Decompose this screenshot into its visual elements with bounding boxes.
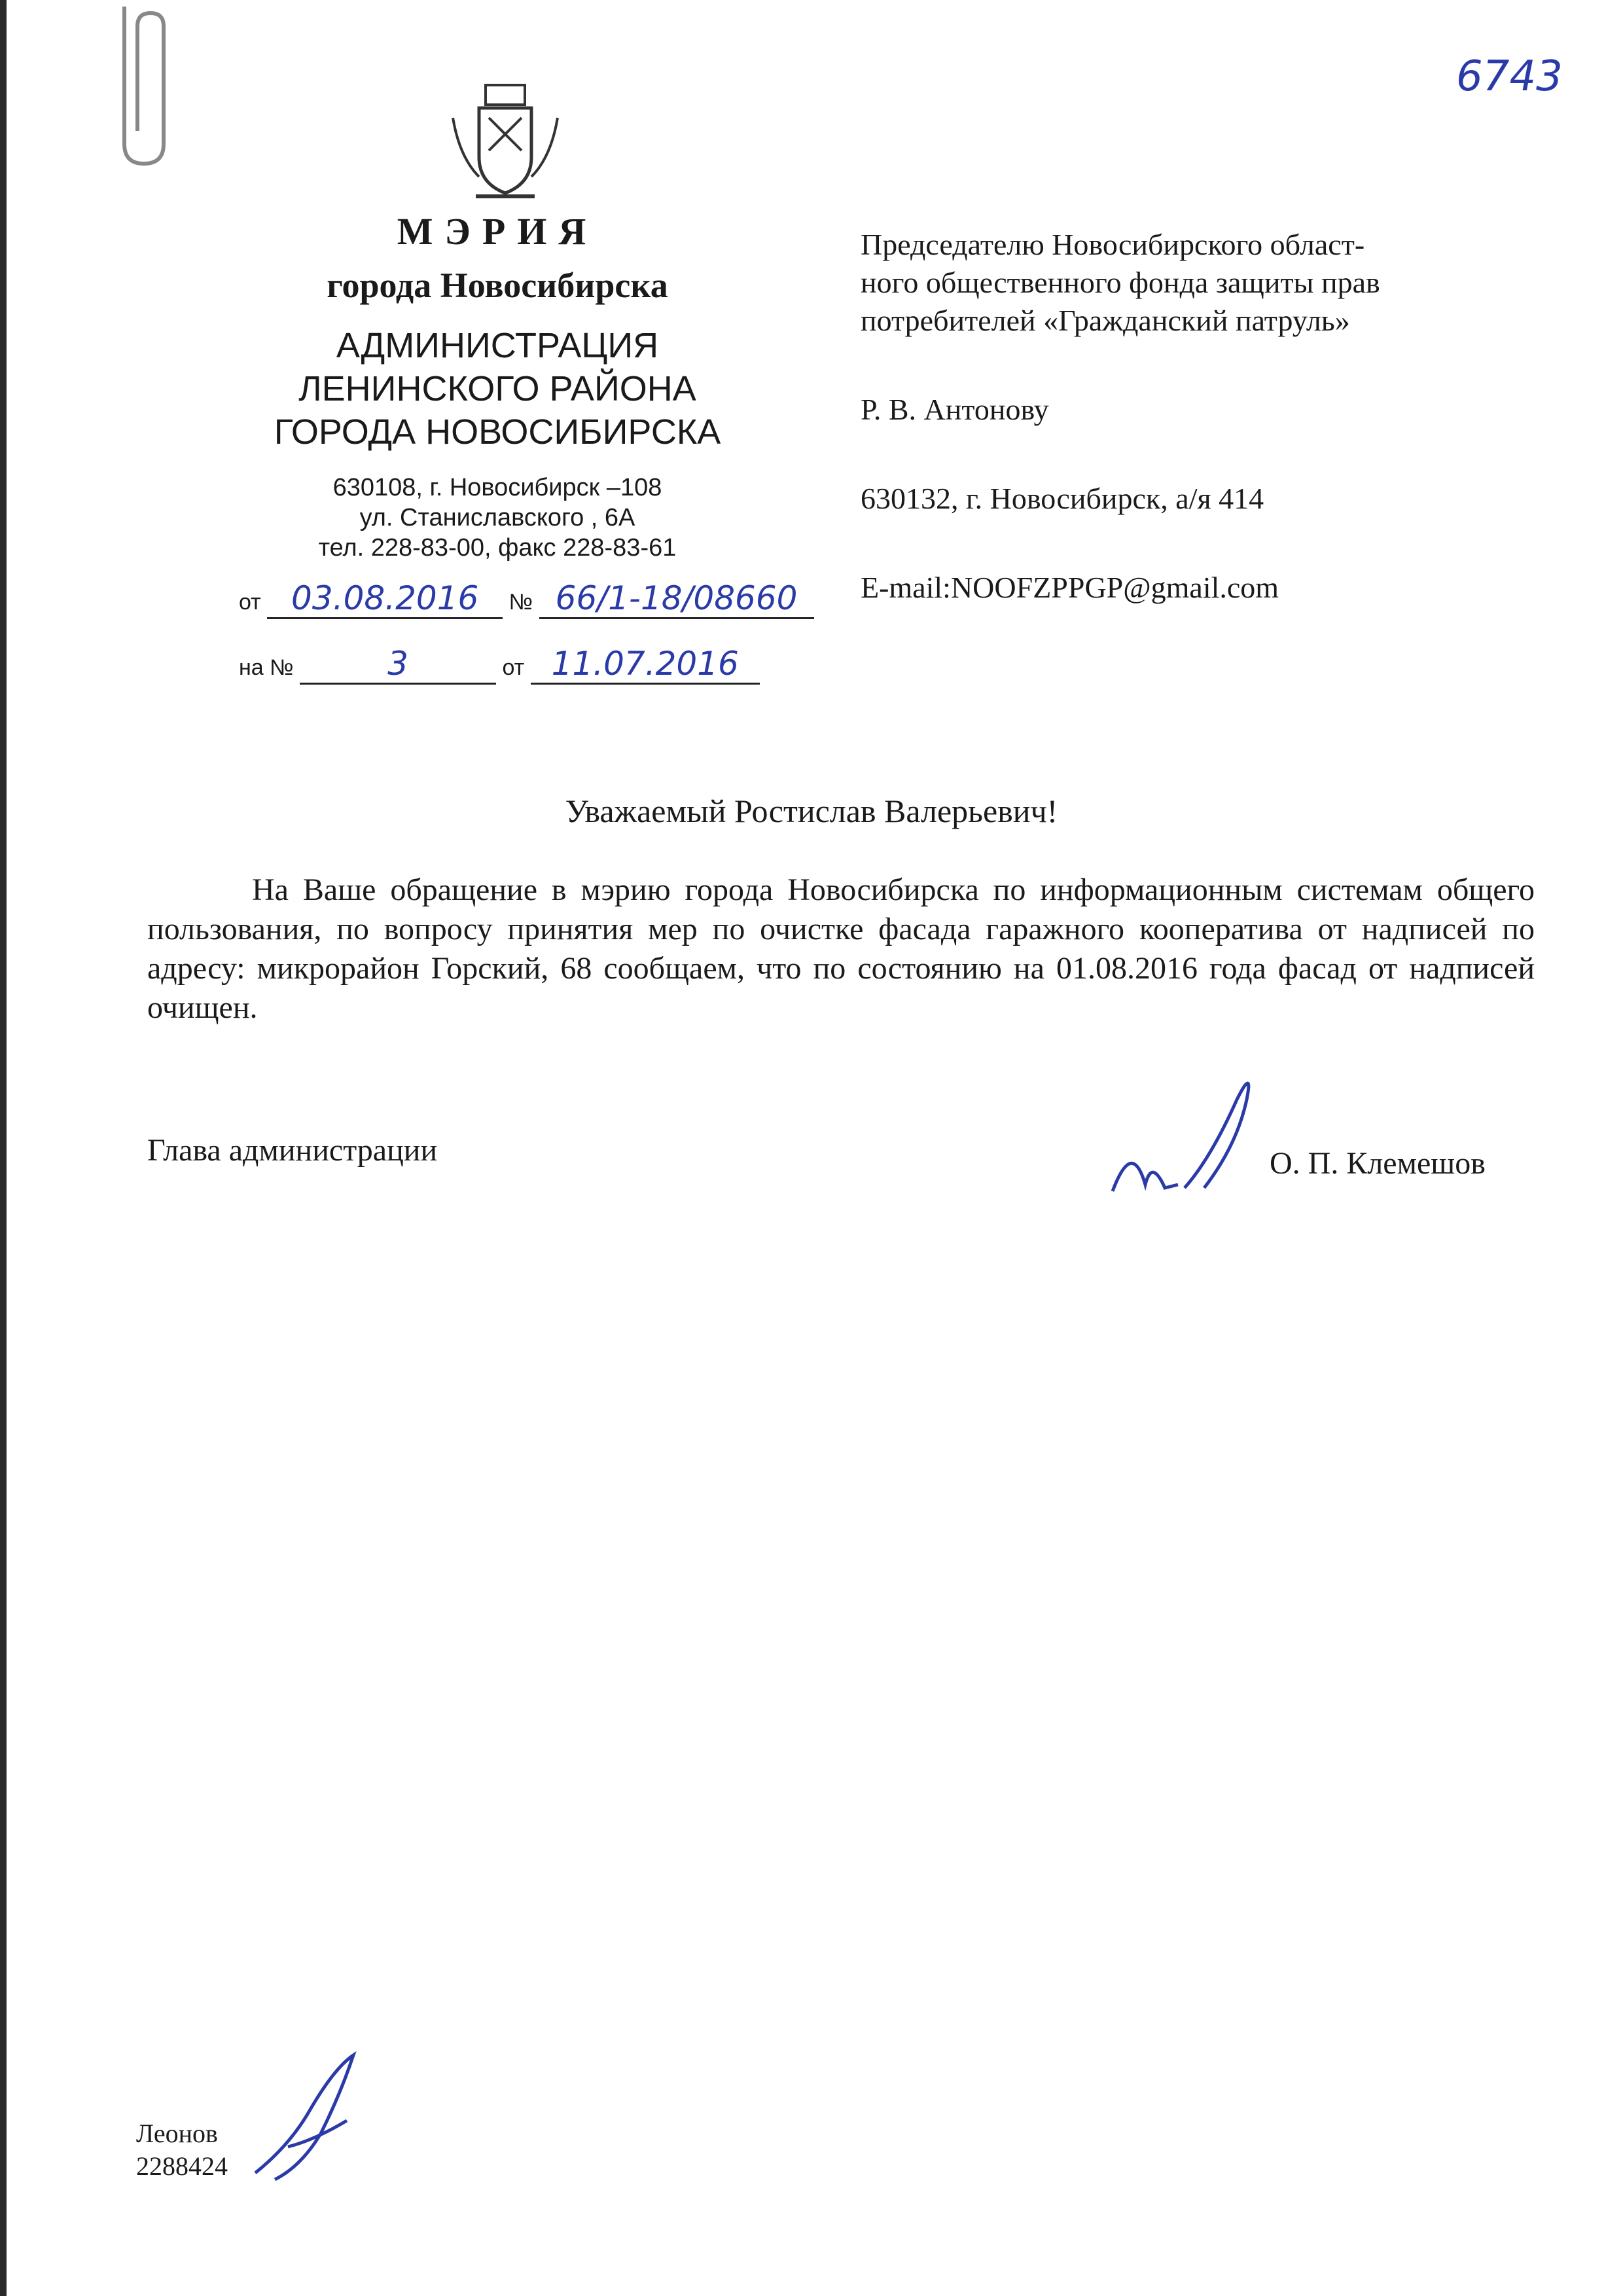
signatory-title: Глава администрации <box>147 1133 438 1168</box>
address-line: 630108, г. Новосибирск –108 <box>332 474 662 501</box>
signature-icon <box>1106 1060 1270 1211</box>
number-label: № <box>508 590 533 615</box>
recipient-line: потребителей «Гражданский патруль» <box>861 304 1350 337</box>
admin-line: АДМИНИСТРАЦИЯ <box>336 326 659 365</box>
registration-line-1 <box>239 579 814 619</box>
address-line: ул. Станиславского , 6А <box>359 504 635 531</box>
org-city: города Новосибирска <box>327 266 668 305</box>
recipient-block <box>861 226 1554 607</box>
paperclip-icon <box>98 0 196 170</box>
recipient-line: Председателю Новосибирского област- <box>861 228 1365 261</box>
recipient-address: 630132, г. Новосибирск, а/я 414 <box>861 482 1264 515</box>
registration-line-2 <box>239 645 760 685</box>
executor-signature-icon <box>249 2042 366 2186</box>
outgoing-date: 03.08.2016 <box>267 579 503 619</box>
recipient-email: E-mail:NOOFZPPGP@gmail.com <box>861 571 1279 604</box>
outgoing-number: 66/1-18/08660 <box>539 579 814 619</box>
reply-label: на № <box>239 655 294 680</box>
address-line: тел. 228-83-00, факс 228-83-61 <box>318 534 677 562</box>
admin-line: ГОРОДА НОВОСИБИРСКА <box>274 412 721 452</box>
reply-from-label: от <box>502 655 525 680</box>
org-title: МЭРИЯ <box>397 210 598 253</box>
greeting: Уважаемый Ростислав Валерьевич! <box>565 793 1058 829</box>
reply-number: 3 <box>300 645 496 685</box>
executor-info <box>136 2117 228 2183</box>
executor-name: Леонов <box>136 2119 218 2148</box>
letter-body: На Ваше обращение в мэрию города Новосибирска по информационным системам общего пользования, по вопросу принятия мер по очистке фасада гаражного кооператива от надписей по адресу: микрорайон Горский, 68 сообщаем, что по состоянию на 01.08.2016 года фасад от надписей очищен. <box>147 872 1535 1025</box>
admin-address <box>236 473 759 563</box>
reply-date: 11.07.2016 <box>531 645 760 685</box>
city-coat-of-arms-icon <box>440 79 571 209</box>
scan-edge <box>0 0 7 2296</box>
signatory-name: О. П. Клемешов <box>1270 1146 1486 1181</box>
recipient-name: Р. В. Антонову <box>861 393 1049 426</box>
recipient-line: ного общественного фонда защиты прав <box>861 266 1380 299</box>
admin-line: ЛЕНИНСКОГО РАЙОНА <box>298 369 696 408</box>
executor-phone: 2288424 <box>136 2151 228 2181</box>
admin-block <box>196 324 798 454</box>
from-label: от <box>239 590 261 615</box>
incoming-number-handwritten: 6743 <box>1456 52 1563 101</box>
